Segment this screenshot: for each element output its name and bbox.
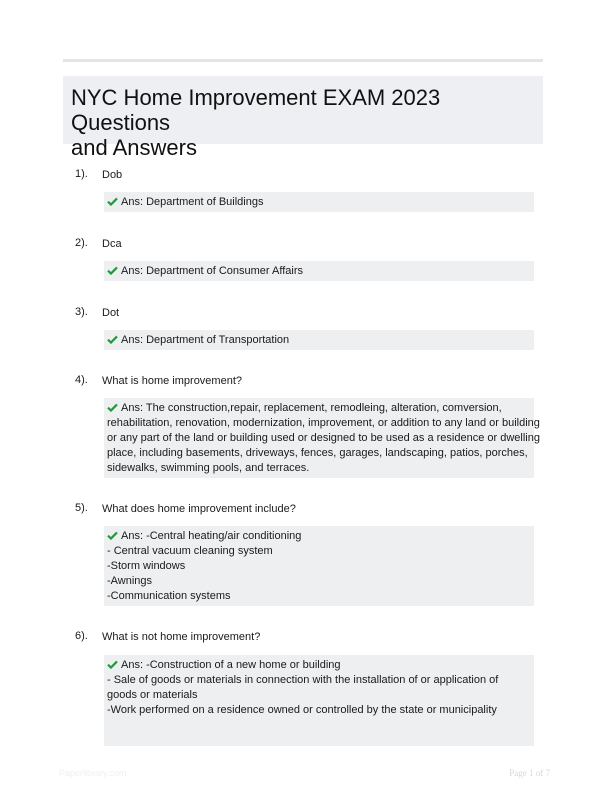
answer-box — [104, 330, 534, 350]
checkmark-icon — [107, 335, 118, 344]
answer-box — [104, 398, 540, 478]
checkmark-icon — [107, 531, 118, 540]
answer-line: - Central vacuum cleaning system — [107, 545, 273, 557]
answer-line: Ans: The construction,repair, replacement, remodleing, alteration, comversion, — [107, 401, 531, 416]
question-number: 5). — [75, 502, 88, 514]
title-box — [63, 76, 543, 160]
answer-box — [104, 261, 534, 281]
page-indicator: Page 1 of 7 — [509, 768, 550, 778]
answer-line: -Storm windows — [107, 560, 186, 572]
answer-line: rehabilitation, renovation, modernization, improvement, or addition to any land or building — [107, 417, 540, 429]
answer-line: sidewalks, swimming pools, and terraces. — [107, 462, 310, 474]
question-number: 1). — [75, 168, 88, 180]
question-number: 2). — [75, 237, 88, 249]
answer-line: place, including basements, driveways, fences, garages, landscaping, patios, porches, — [107, 447, 528, 459]
title-line-2: and Answers — [71, 135, 197, 160]
answer-box — [104, 192, 534, 212]
checkmark-icon — [107, 403, 118, 412]
question-text: What is not home improvement? — [102, 631, 261, 643]
checkmark-icon — [107, 660, 118, 669]
answer-box — [104, 526, 534, 606]
question-number: 4). — [75, 374, 88, 386]
answer-line: Ans: Department of Transportation — [107, 333, 531, 348]
answer-line: Ans: -Central heating/air conditioning — [107, 529, 531, 544]
question-text: What is home improvement? — [102, 375, 242, 387]
question-text: Dot — [102, 307, 120, 319]
answer-line: or any part of the land or building used or designed to be used as a residence or dwelling — [107, 432, 540, 444]
answer-line: Ans: Department of Consumer Affairs — [107, 264, 531, 279]
answer-line: -Work performed on a residence owned or controlled by the state or municipality — [107, 704, 497, 716]
answer-line: - Sale of goods or materials in connection with the installation of or application of — [107, 674, 499, 686]
answer-line: -Communication systems — [107, 590, 231, 602]
question-text: Dob — [102, 169, 123, 181]
answer-box — [104, 655, 534, 746]
answer-line: Ans: -Construction of a new home or building — [107, 658, 531, 673]
answer-line: goods or materials — [107, 689, 198, 701]
question-number: 3). — [75, 306, 88, 318]
question-number: 6). — [75, 630, 88, 642]
top-rule — [63, 59, 543, 62]
question-text: What does home improvement include? — [102, 503, 296, 515]
checkmark-icon — [107, 266, 118, 275]
answer-line: -Awnings — [107, 575, 153, 587]
title-line-1: NYC Home Improvement EXAM 2023 Questions — [71, 85, 441, 135]
question-text: Dca — [102, 238, 122, 250]
footer-watermark: Paperlibrary.com — [59, 768, 127, 778]
answer-line: Ans: Department of Buildings — [107, 195, 531, 210]
checkmark-icon — [107, 197, 118, 206]
page-title — [71, 85, 535, 160]
